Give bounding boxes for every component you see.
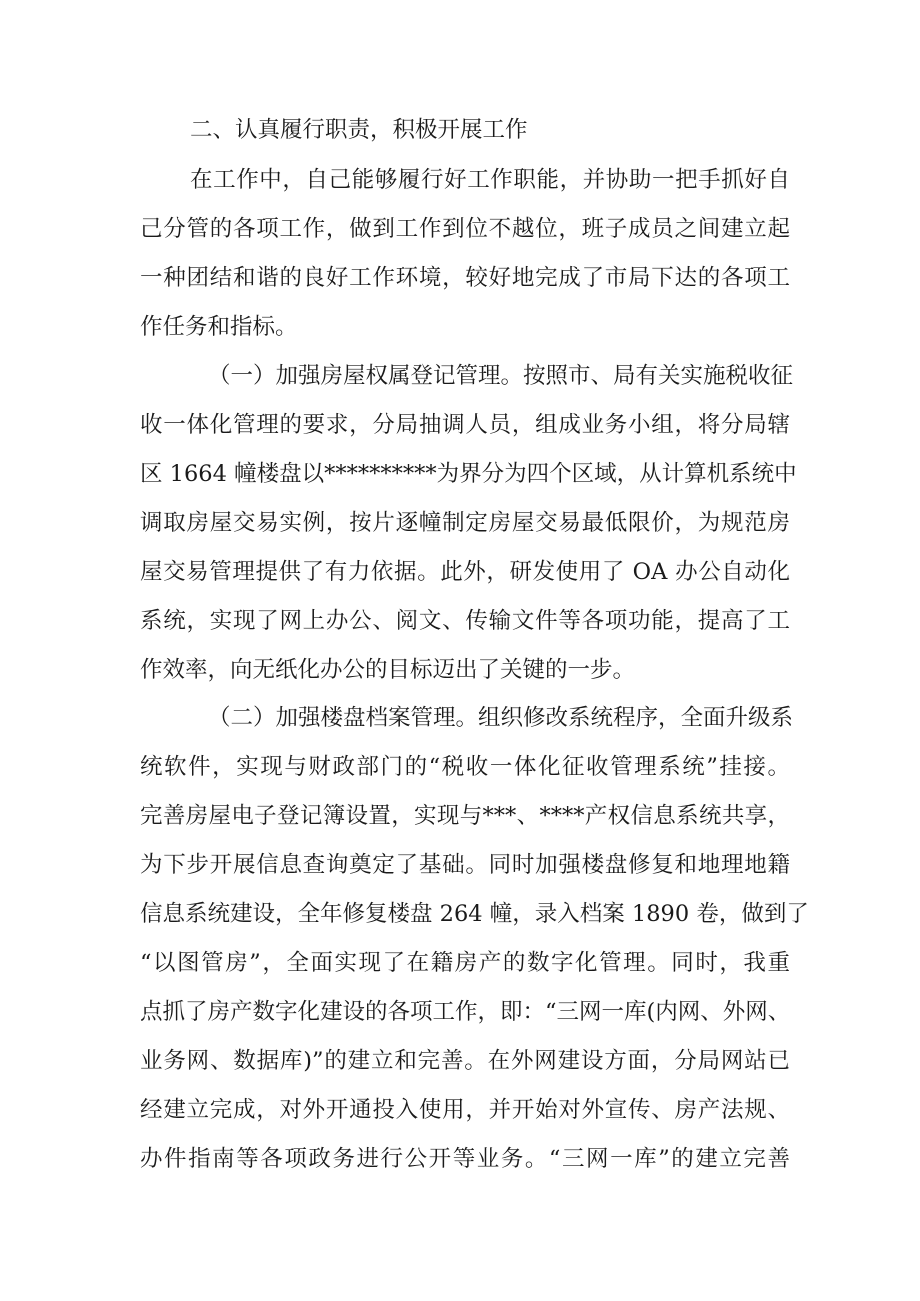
section-heading: 二、认真履行职责，积极开展工作 (190, 117, 528, 143)
paragraph-3-line-6: “以图管房”，全面实现了在籍房产的数字化管理。同时，我重 (140, 950, 790, 976)
paragraph-3-line-8: 业务网、数据库)”的建立和完善。在外网建设方面，分局网站已 (140, 1048, 790, 1074)
paragraph-2-line-2: 收一体化管理的要求，分局抽调人员，组成业务小组，将分局辖 (140, 412, 790, 438)
paragraph-1-line-1: 在工作中，自己能够履行好工作职能，并协助一把手抓好自 (190, 167, 790, 193)
paragraph-2-line-3: 区 1664 幢楼盘以**********为界分为四个区域，从计算机系统中 (140, 461, 797, 487)
paragraph-3-line-3: 完善房屋电子登记簿设置，实现与***、****产权信息系统共享， (140, 803, 790, 829)
paragraph-1-line-3: 一种团结和谐的良好工作环境，较好地完成了市局下达的各项工 (140, 265, 790, 291)
paragraph-3-line-1: （二）加强楼盘档案管理。组织修改系统程序，全面升级系 (208, 705, 794, 731)
paragraph-3-line-4: 为下步开展信息查询奠定了基础。同时加强楼盘修复和地理地籍 (140, 852, 790, 878)
paragraph-3-line-2: 统软件，实现与财政部门的“税收一体化征收管理系统”挂接。 (140, 754, 790, 780)
paragraph-2-line-6: 系统，实现了网上办公、阅文、传输文件等各项功能，提高了工 (140, 608, 790, 634)
paragraph-3-line-10: 办件指南等各项政务进行公开等业务。“三网一库”的建立完善 (140, 1146, 790, 1172)
paragraph-3-line-5: 信息系统建设，全年修复楼盘 264 幢，录入档案 1890 卷，做到了 (140, 901, 809, 927)
paragraph-2-line-5: 屋交易管理提供了有力依据。此外，研发使用了 OA 办公自动化 (140, 559, 790, 585)
paragraph-3-line-9: 经建立完成，对外开通投入使用，并开始对外宣传、房产法规、 (140, 1097, 790, 1123)
paragraph-2-line-4: 调取房屋交易实例，按片逐幢制定房屋交易最低限价，为规范房 (140, 510, 790, 536)
paragraph-2-line-1: （一）加强房屋权属登记管理。按照市、局有关实施税收征 (208, 363, 794, 389)
paragraph-2-line-7: 作效率，向无纸化办公的目标迈出了关键的一步。 (140, 657, 636, 683)
paragraph-1-line-2: 己分管的各项工作，做到工作到位不越位，班子成员之间建立起 (140, 216, 790, 242)
paragraph-3-line-7: 点抓了房产数字化建设的各项工作，即：“三网一库(内网、外网、 (140, 999, 791, 1025)
paragraph-1-line-4: 作任务和指标。 (140, 314, 298, 340)
